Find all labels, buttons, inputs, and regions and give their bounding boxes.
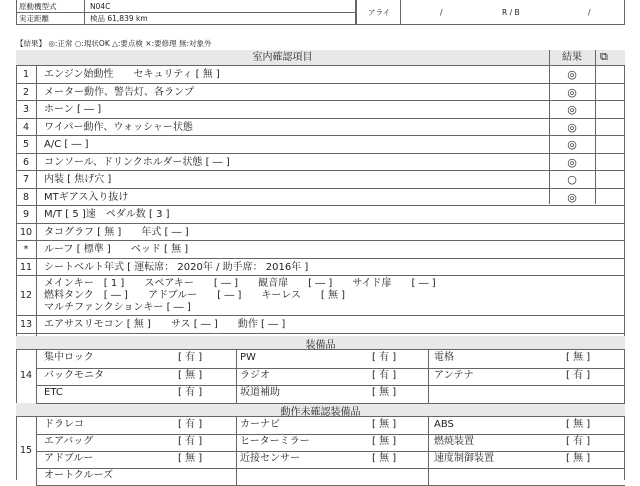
unconfirmed-item-name: アドブルー [44, 453, 94, 464]
row-number: 4 [22, 121, 30, 133]
unconfirmed-item-value: [ 無 ] [372, 419, 397, 430]
unconfirmed-item-value: [ 無 ] [372, 453, 397, 464]
copy-icon[interactable]: ⧉ [600, 50, 608, 63]
row-result: ◎ [567, 190, 577, 204]
equipment-item-value: [ 有 ] [178, 387, 203, 398]
equipment-row-line [36, 403, 625, 404]
row-result: ◎ [567, 155, 577, 169]
row13-text: エアサスリモコン [ 無 ] サス [ ― ] 動作 [ ― ] [44, 319, 286, 330]
equipment-divider [36, 350, 37, 403]
equipment-divider [428, 350, 429, 403]
equipment-item-value: [ 有 ] [372, 352, 397, 363]
unconfirmed-item-value: [ 無 ] [372, 436, 397, 447]
unconfirmed-item-name: カーナビ [240, 419, 280, 430]
row12-line-3: マルチファンクションキー [ ― ] [44, 302, 191, 313]
unconfirmed-item-name: 速度制御装置 [434, 453, 494, 464]
row-number: 1 [22, 69, 30, 80]
row-number: 9 [22, 209, 30, 220]
row-result: ◎ [567, 138, 577, 151]
row-text: A/C [ ― ] [44, 139, 89, 150]
unconfirmed-item-value: [ 有 ] [178, 436, 203, 447]
arai-label: アライ [368, 8, 391, 17]
equipment-item-value: [ 無 ] [178, 369, 203, 381]
mileage-value: 検品 61,839 km [90, 14, 148, 23]
row-text: ルーフ [ 標準 ] ベッド [ 無 ] [44, 244, 189, 255]
row-number: 12 [19, 290, 33, 301]
row-text: ホーン [ ― ] [44, 104, 102, 115]
row-text: MTギアス入り抜け [44, 191, 129, 203]
alignment-block [356, 0, 625, 25]
row-result: ◎ [567, 85, 577, 99]
equipment-item-name: 電格 [434, 352, 454, 363]
equipment-header-title: 装備品 [305, 340, 336, 351]
row-number: 8 [22, 191, 30, 203]
row-number: 11 [19, 261, 33, 273]
equipment-item-name: アンテナ [434, 369, 474, 381]
unconfirmed-item-name: ドラレコ [44, 419, 84, 430]
row-text: タコグラフ [ 無 ] 年式 [ ― ] [44, 226, 189, 238]
equipment-divider [236, 350, 237, 403]
equipment-item-value: [ 有 ] [178, 352, 203, 363]
engine-label: 原動機型式 [19, 2, 57, 11]
unconfirmed-item-value: [ 無 ] [566, 453, 591, 464]
row-number: 7 [22, 174, 30, 185]
unconfirmed-header [16, 403, 625, 417]
unconfirmed-item-value: [ 有 ] [566, 436, 591, 447]
equipment-item-value: [ 有 ] [566, 369, 591, 381]
unconfirmed-header-title: 動作未確認装備品 [280, 407, 361, 418]
equipment-item-value: [ 無 ] [566, 352, 591, 363]
row-number: 13 [19, 319, 33, 330]
equipment-item-value: [ 有 ] [372, 369, 397, 381]
equipment-header [16, 336, 625, 350]
inspection-row [16, 101, 625, 119]
equipment-row-line [36, 385, 625, 386]
mileage-label: 実走距離 [19, 14, 49, 23]
unconfirmed-item-name: オートクルーズ [44, 470, 113, 481]
row-text: エンジン始動性 セキュリティ [ 無 ] [44, 69, 220, 80]
row12-line-1: メインキー [ 1 ] スペアキー [ ― ] 観音扉 [ ― ] サイド扉 [ ― ] [44, 278, 436, 289]
equipment-number: 14 [19, 370, 33, 382]
unconfirmed-row-line [36, 434, 625, 435]
unconfirmed-item-name: ヒーターミラー [240, 436, 310, 447]
row-number: 2 [22, 86, 30, 98]
row-number: 5 [22, 139, 30, 150]
unconfirmed-number: 15 [19, 445, 33, 456]
row-text: 内装 [ 焦げ穴 ] [44, 174, 112, 185]
row12-line-2: 燃料タンク [ ― ] アドブルー [ ― ] キーレス [ 無 ] [44, 290, 346, 301]
slash-2: / [588, 8, 591, 17]
equipment-item-name: バックモニタ [44, 369, 104, 381]
row-text: M/T [ 5 ]速 ペダル数 [ 3 ] [44, 209, 170, 220]
row-result: ◎ [567, 68, 577, 81]
result-legend: 【結果】 ◎:正常 ○:現状OK △:要点検 ×:要修理 無:対象外 [16, 39, 212, 48]
unconfirmed-item-name: ABS [434, 419, 454, 430]
row-text: シートベルト年式 [ 運転席： 2020年 / 助手席： 2016年 ] [44, 261, 309, 273]
inspection-row [16, 136, 625, 154]
row-text: メーター動作、警告灯、各ランプ [44, 86, 194, 98]
row-number: 10 [19, 226, 33, 238]
unconfirmed-item-name: 近接センサー [240, 453, 300, 464]
equipment-item-name: ラジオ [240, 369, 270, 381]
row-number: 3 [22, 104, 30, 115]
slash-1: / [440, 8, 443, 17]
engine-value: N04C [90, 2, 111, 11]
equipment-item-name: 集中ロック [44, 352, 94, 363]
unconfirmed-item-value: [ 無 ] [566, 419, 591, 430]
result-header: 結果 [562, 52, 582, 63]
row-number: 6 [22, 156, 30, 168]
row-result: ◎ [567, 103, 577, 116]
equipment-item-name: ETC [44, 387, 63, 398]
row-result: ◎ [567, 120, 577, 134]
unconfirmed-item-name: エアバッグ [44, 436, 94, 447]
unconfirmed-row-line [36, 468, 625, 469]
equipment-item-name: 坂道補助 [240, 387, 280, 398]
unconfirmed-item-value: [ 無 ] [178, 453, 203, 464]
row-number: * [23, 244, 29, 255]
rb-label: R / B [502, 8, 520, 17]
unconfirmed-item-value: [ 有 ] [178, 419, 203, 430]
row-result: ○ [567, 173, 577, 186]
row-text: コンソール、ドリンクホルダー状態 [ ― ] [44, 156, 230, 168]
inspection-header-title: 室内確認項目 [252, 52, 313, 63]
equipment-row-line [36, 368, 625, 369]
unconfirmed-item-name: 燃焼装置 [434, 436, 474, 447]
row-text: ワイパー動作、ウォッシャー状態 [44, 121, 193, 133]
equipment-item-value: [ 無 ] [372, 387, 397, 398]
equipment-item-name: PW [240, 352, 256, 363]
unconfirmed-row-line [36, 451, 625, 452]
